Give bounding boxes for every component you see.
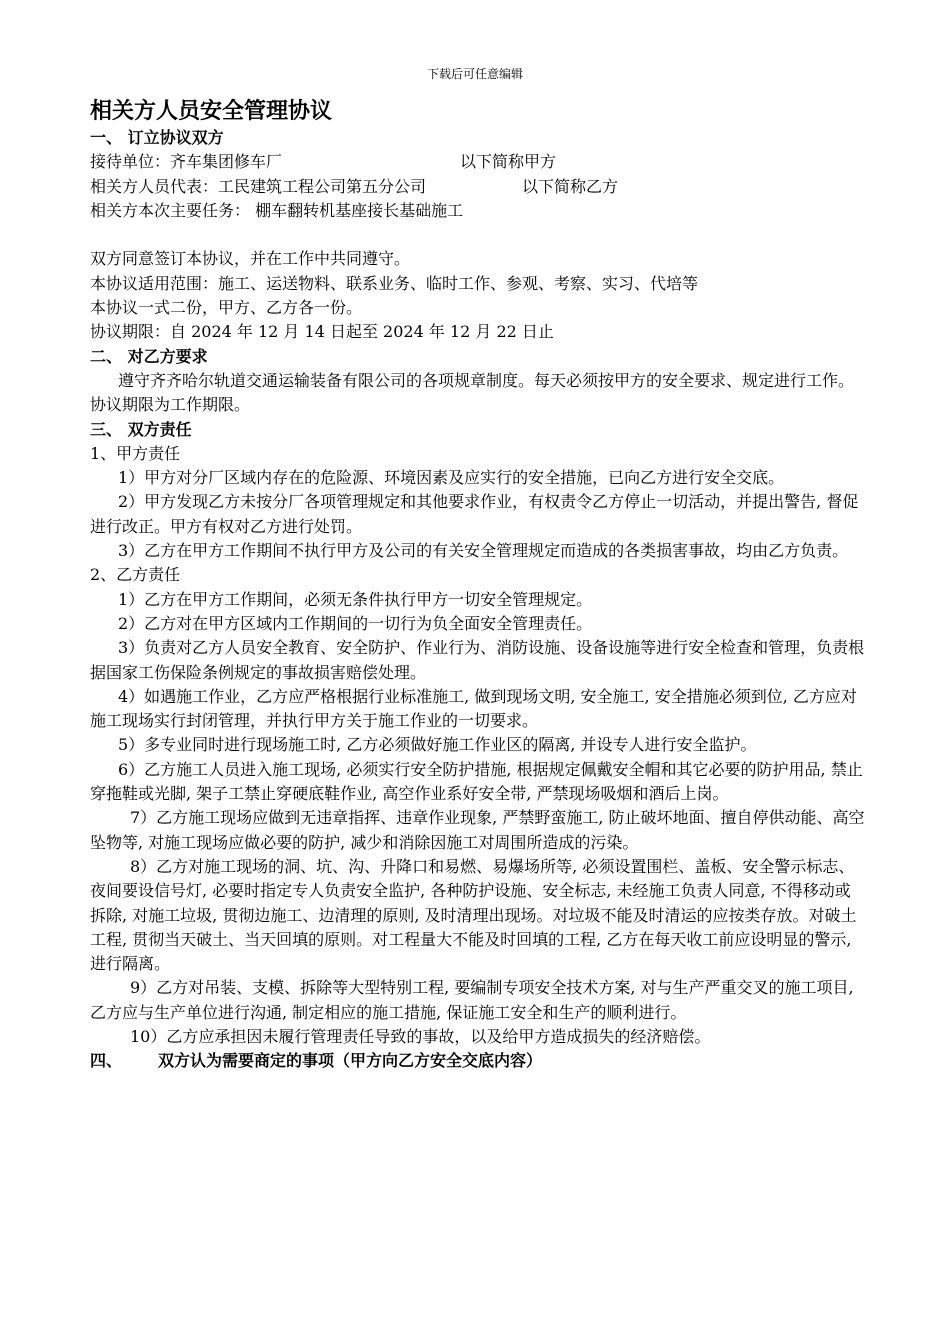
party-b-title: 2、乙方责任 xyxy=(90,565,181,585)
section-3-heading: 三、 双方责任 xyxy=(90,419,192,439)
copies-line: 本协议一式二份，甲方、乙方各一份。 xyxy=(90,298,363,318)
scope-line: 本协议适用范围：施工、运送物料、联系业务、临时工作、参观、考察、实习、代培等 xyxy=(90,273,699,293)
representative-alias: 以下简称乙方 xyxy=(522,176,619,196)
representative-label: 相关方人员代表：工民建筑工程公司第五分公司 xyxy=(90,176,427,196)
reception-unit-label: 接待单位：齐车集团修车厂 xyxy=(90,152,283,172)
representative-line xyxy=(90,175,865,199)
party-a-item: 1）甲方对分厂区域内存在的危险源、环境因素及应实行的安全措施，已向乙方进行安全交底。 xyxy=(118,468,785,488)
party-b-item: 5）多专业同时进行现场施工时, 乙方必须做好施工作业区的隔离, 并设专人进行安全监护。 xyxy=(118,735,757,755)
party-b-item: 6）乙方施工人员进入施工现场, 必须实行安全防护措施, 根据规定佩戴安全帽和其它必要的防护用品, 禁止穿拖鞋或光脚, 架子工禁止穿硬底鞋作业, 高空作业系好安全带, 严禁现场吸烟和酒后上岗。 xyxy=(90,759,863,804)
section-4-number: 四、 xyxy=(90,1051,123,1071)
agreement-line: 双方同意签订本协议，并在工作中共同遵守。 xyxy=(90,249,411,269)
section-4-heading xyxy=(90,1049,865,1073)
party-a-item: 2）甲方发现乙方未按分厂各项管理规定和其他要求作业，有权责令乙方停止一切活动，并提出警告, 督促进行改正。甲方有权对乙方进行处罚。 xyxy=(90,492,859,536)
reception-unit-alias: 以下简称甲方 xyxy=(460,152,557,172)
party-a-item: 3）乙方在甲方工作期间不执行甲方及公司的有关安全管理规定而造成的各类损害事故，均由乙方负责。 xyxy=(118,541,849,561)
party-a-title: 1、甲方责任 xyxy=(90,443,181,463)
section-4-title: 双方认为需要商定的事项（甲方向乙方安全交底内容） xyxy=(158,1051,543,1071)
section-2-body: 遵守齐齐哈尔轨道交通运输装备有限公司的各项规章制度。每天必须按甲方的安全要求、规定进行工作。协议期限为工作期限。 xyxy=(90,370,855,415)
period-line: 协议期限：自 2024 年 12 月 14 日起至 2024 年 12 月 22 日止 xyxy=(90,322,554,342)
party-b-item: 4）如遇施工作业，乙方应严格根据行业标准施工, 做到现场文明, 安全施工, 安全措施必须到位, 乙方应对施工现场实行封闭管理，并执行甲方关于施工作业的一切要求。 xyxy=(90,686,857,731)
party-b-item: 1）乙方在甲方工作期间，必须无条件执行甲方一切安全管理规定。 xyxy=(118,589,593,609)
party-b-item: 9）乙方对吊装、支模、拆除等大型特别工程, 要编制专项安全技术方案, 对与生产严重交叉的施工项目, 乙方应与生产单位进行沟通, 制定相应的施工措施, 保证施工安全和生产的顺利进行。 xyxy=(90,978,854,1022)
party-b-item: 3）负责对乙方人员安全教育、安全防护、作业行为、消防设施、设备设施等进行安全检查和管理，负责根据国家工伤保险条例规定的事故损害赔偿处理。 xyxy=(90,638,865,682)
page-header-note: 下载后可任意编辑 xyxy=(426,67,523,81)
blank-line xyxy=(90,223,865,247)
section-1-heading: 一、 订立协议双方 xyxy=(90,128,224,147)
section-2-heading: 二、 对乙方要求 xyxy=(90,346,208,366)
main-task-line: 相关方本次主要任务： 棚车翻转机基座接长基础施工 xyxy=(90,200,464,220)
party-b-item: 2）乙方对在甲方区域内工作期间的一切行为负全面安全管理责任。 xyxy=(118,613,593,633)
party-b-item: 7）乙方施工现场应做到无违章指挥、违章作业现象, 严禁野蛮施工, 防止破坏地面、擅自停供动能、高空坠物等, 对施工现场应做必要的防护, 减少和消除因施工对周围所造成的污染。 xyxy=(90,808,865,852)
party-b-item: 8）乙方对施工现场的洞、坑、沟、升降口和易燃、易爆场所等, 必须设置围栏、盖板、安全警示标志、夜间要设信号灯, 必要时指定专人负责安全监护, 各种防护设施、安全标志, 未经施工负责人同意, 不得移动或拆除, 对施工垃圾, 贯彻边施工、边清理的原则, 及时清理出现场。对垃圾不能及时清运的应按类存放。对破土工程, 贯彻当天破土、当天回填的原则。对工程量大不能及时回填的工程, 乙方在每天收工前应设明显的警示, 进行隔离。 xyxy=(90,856,857,974)
document-body xyxy=(90,98,865,1074)
reception-unit-line xyxy=(90,150,865,174)
party-b-item: 10）乙方应承担因未履行管理责任导致的事故，以及给甲方造成损失的经济赔偿。 xyxy=(130,1026,711,1046)
document-title: 相关方人员安全管理协议 xyxy=(90,99,333,124)
